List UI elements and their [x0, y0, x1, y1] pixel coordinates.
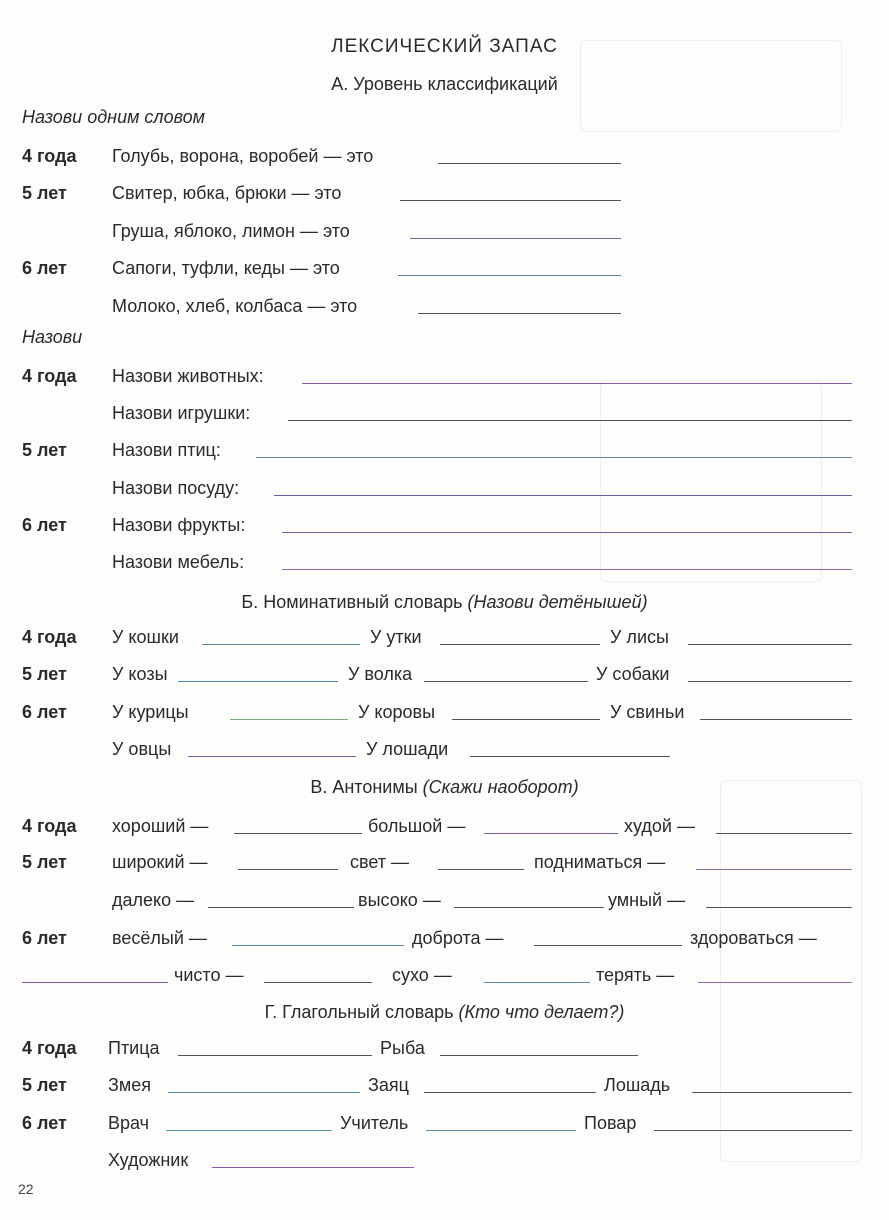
row-prompt: хороший — — [112, 816, 209, 836]
answer-line[interactable] — [654, 1130, 852, 1131]
row-prompt: большой — — [368, 816, 466, 836]
answer-line[interactable] — [700, 719, 852, 720]
age-label: 5 лет — [22, 440, 67, 460]
row-prompt: худой — — [624, 816, 695, 836]
answer-line[interactable] — [202, 644, 360, 645]
row-prompt: сухо — — [392, 965, 452, 985]
answer-line[interactable] — [410, 238, 621, 239]
answer-line[interactable] — [230, 719, 348, 720]
section-c-title-text: В. Антонимы — [310, 777, 418, 797]
row-prompt: Художник — [108, 1150, 189, 1170]
row-prompt: У козы — [112, 664, 168, 684]
answer-line[interactable] — [282, 532, 852, 533]
answer-line[interactable] — [470, 756, 670, 757]
row-prompt: Свитер, юбка, брюки — это — [112, 183, 342, 203]
row-prompt: Врач — [108, 1113, 150, 1133]
row-prompt: Назови посуду: — [112, 478, 240, 498]
answer-line[interactable] — [688, 644, 852, 645]
answer-line[interactable] — [232, 945, 404, 946]
row-prompt: Груша, яблоко, лимон — это — [112, 221, 350, 241]
row-prompt: Заяц — [368, 1075, 409, 1095]
answer-line[interactable] — [302, 383, 852, 384]
age-label: 6 лет — [22, 928, 67, 948]
row-prompt: чисто — — [174, 965, 244, 985]
section-d-title — [0, 1001, 889, 1023]
answer-line[interactable] — [440, 644, 600, 645]
answer-line[interactable] — [274, 495, 852, 496]
row-prompt: Рыба — [380, 1038, 425, 1058]
row-prompt: Голубь, ворона, воробей — это — [112, 146, 374, 166]
section-a-title: А. Уровень классификаций — [331, 74, 558, 94]
row-prompt: У курицы — [112, 702, 189, 722]
answer-line[interactable] — [692, 1092, 852, 1093]
row-prompt: Назови мебель: — [112, 552, 245, 572]
answer-line[interactable] — [438, 163, 621, 164]
age-label: 4 года — [22, 816, 77, 836]
answer-line[interactable] — [424, 681, 588, 682]
answer-line[interactable] — [212, 1167, 414, 1168]
answer-line[interactable] — [698, 982, 852, 983]
row-prompt: Назови животных: — [112, 366, 264, 386]
answer-line[interactable] — [288, 420, 852, 421]
age-label: 6 лет — [22, 702, 67, 722]
answer-line[interactable] — [234, 833, 362, 834]
row-prompt: Назови фрукты: — [112, 515, 246, 535]
row-prompt: У овцы — [112, 739, 172, 759]
row-prompt: здороваться — — [690, 928, 817, 948]
section-c-title-hint: (Скажи наоборот) — [422, 777, 579, 797]
row-prompt: свет — — [350, 852, 410, 872]
row-prompt: Повар — [584, 1113, 637, 1133]
age-label: 4 года — [22, 366, 77, 386]
row-prompt: У лисы — [610, 627, 669, 647]
row-prompt: У коровы — [358, 702, 436, 722]
answer-line[interactable] — [166, 1130, 332, 1131]
task-name: Назови — [22, 327, 83, 347]
age-label: 5 лет — [22, 1075, 67, 1095]
row-prompt: Птица — [108, 1038, 160, 1058]
answer-line[interactable] — [424, 1092, 596, 1093]
answer-line[interactable] — [716, 833, 852, 834]
answer-line[interactable] — [706, 907, 852, 908]
answer-line[interactable] — [22, 982, 168, 983]
section-c-title — [0, 776, 889, 798]
answer-line[interactable] — [282, 569, 852, 570]
section-b-title — [0, 591, 889, 613]
row-prompt: Змея — [108, 1075, 152, 1095]
answer-line[interactable] — [696, 869, 852, 870]
answer-line[interactable] — [440, 1055, 638, 1056]
row-prompt: весёлый — — [112, 928, 207, 948]
page-title: ЛЕКСИЧЕСКИЙ ЗАПАС — [331, 36, 558, 57]
answer-line[interactable] — [418, 313, 621, 314]
answer-line[interactable] — [688, 681, 852, 682]
row-prompt: подниматься — — [534, 852, 666, 872]
show-through-shape — [600, 380, 822, 582]
answer-line[interactable] — [400, 200, 621, 201]
age-label: 4 года — [22, 1038, 77, 1058]
age-label: 6 лет — [22, 515, 67, 535]
answer-line[interactable] — [438, 869, 524, 870]
row-prompt: У лошади — [366, 739, 449, 759]
row-prompt: умный — — [608, 890, 686, 910]
answer-line[interactable] — [534, 945, 682, 946]
answer-line[interactable] — [178, 681, 338, 682]
answer-line[interactable] — [484, 833, 618, 834]
row-prompt: У свиньи — [610, 702, 685, 722]
answer-line[interactable] — [484, 982, 590, 983]
age-label: 4 года — [22, 627, 77, 647]
row-prompt: У кошки — [112, 627, 179, 647]
row-prompt: Лошадь — [604, 1075, 671, 1095]
row-prompt: высоко — — [358, 890, 441, 910]
age-label: 4 года — [22, 146, 77, 166]
section-b-title-text: Б. Номинативный словарь — [241, 592, 463, 612]
age-label: 6 лет — [22, 1113, 67, 1133]
age-label: 5 лет — [22, 852, 67, 872]
answer-line[interactable] — [256, 457, 852, 458]
answer-line[interactable] — [264, 982, 372, 983]
page-number: 22 — [18, 1181, 34, 1197]
section-d-title-hint: (Кто что делает?) — [458, 1002, 625, 1022]
row-prompt: У утки — [370, 627, 422, 647]
show-through-shape — [720, 780, 862, 1162]
age-label: 6 лет — [22, 258, 67, 278]
answer-line[interactable] — [188, 756, 356, 757]
row-prompt: терять — — [596, 965, 675, 985]
row-prompt: У волка — [348, 664, 413, 684]
row-prompt: У собаки — [596, 664, 670, 684]
row-prompt: широкий — — [112, 852, 208, 872]
row-prompt: Назови игрушки: — [112, 403, 251, 423]
answer-line[interactable] — [178, 1055, 372, 1056]
answer-line[interactable] — [452, 719, 600, 720]
answer-line[interactable] — [168, 1092, 360, 1093]
answer-line[interactable] — [454, 907, 604, 908]
section-d-title-text: Г. Глагольный словарь — [264, 1002, 454, 1022]
age-label: 5 лет — [22, 664, 67, 684]
answer-line[interactable] — [208, 907, 354, 908]
row-prompt: Назови птиц: — [112, 440, 221, 460]
row-prompt: доброта — — [412, 928, 504, 948]
row-prompt: далеко — — [112, 890, 195, 910]
section-b-title-hint: (Назови детёнышей) — [467, 592, 648, 612]
age-label: 5 лет — [22, 183, 67, 203]
row-prompt: Сапоги, туфли, кеды — это — [112, 258, 340, 278]
task-name-one-word: Назови одним словом — [22, 107, 205, 127]
row-prompt: Учитель — [340, 1113, 409, 1133]
answer-line[interactable] — [238, 869, 338, 870]
answer-line[interactable] — [398, 275, 621, 276]
row-prompt: Молоко, хлеб, колбаса — это — [112, 296, 358, 316]
answer-line[interactable] — [426, 1130, 576, 1131]
